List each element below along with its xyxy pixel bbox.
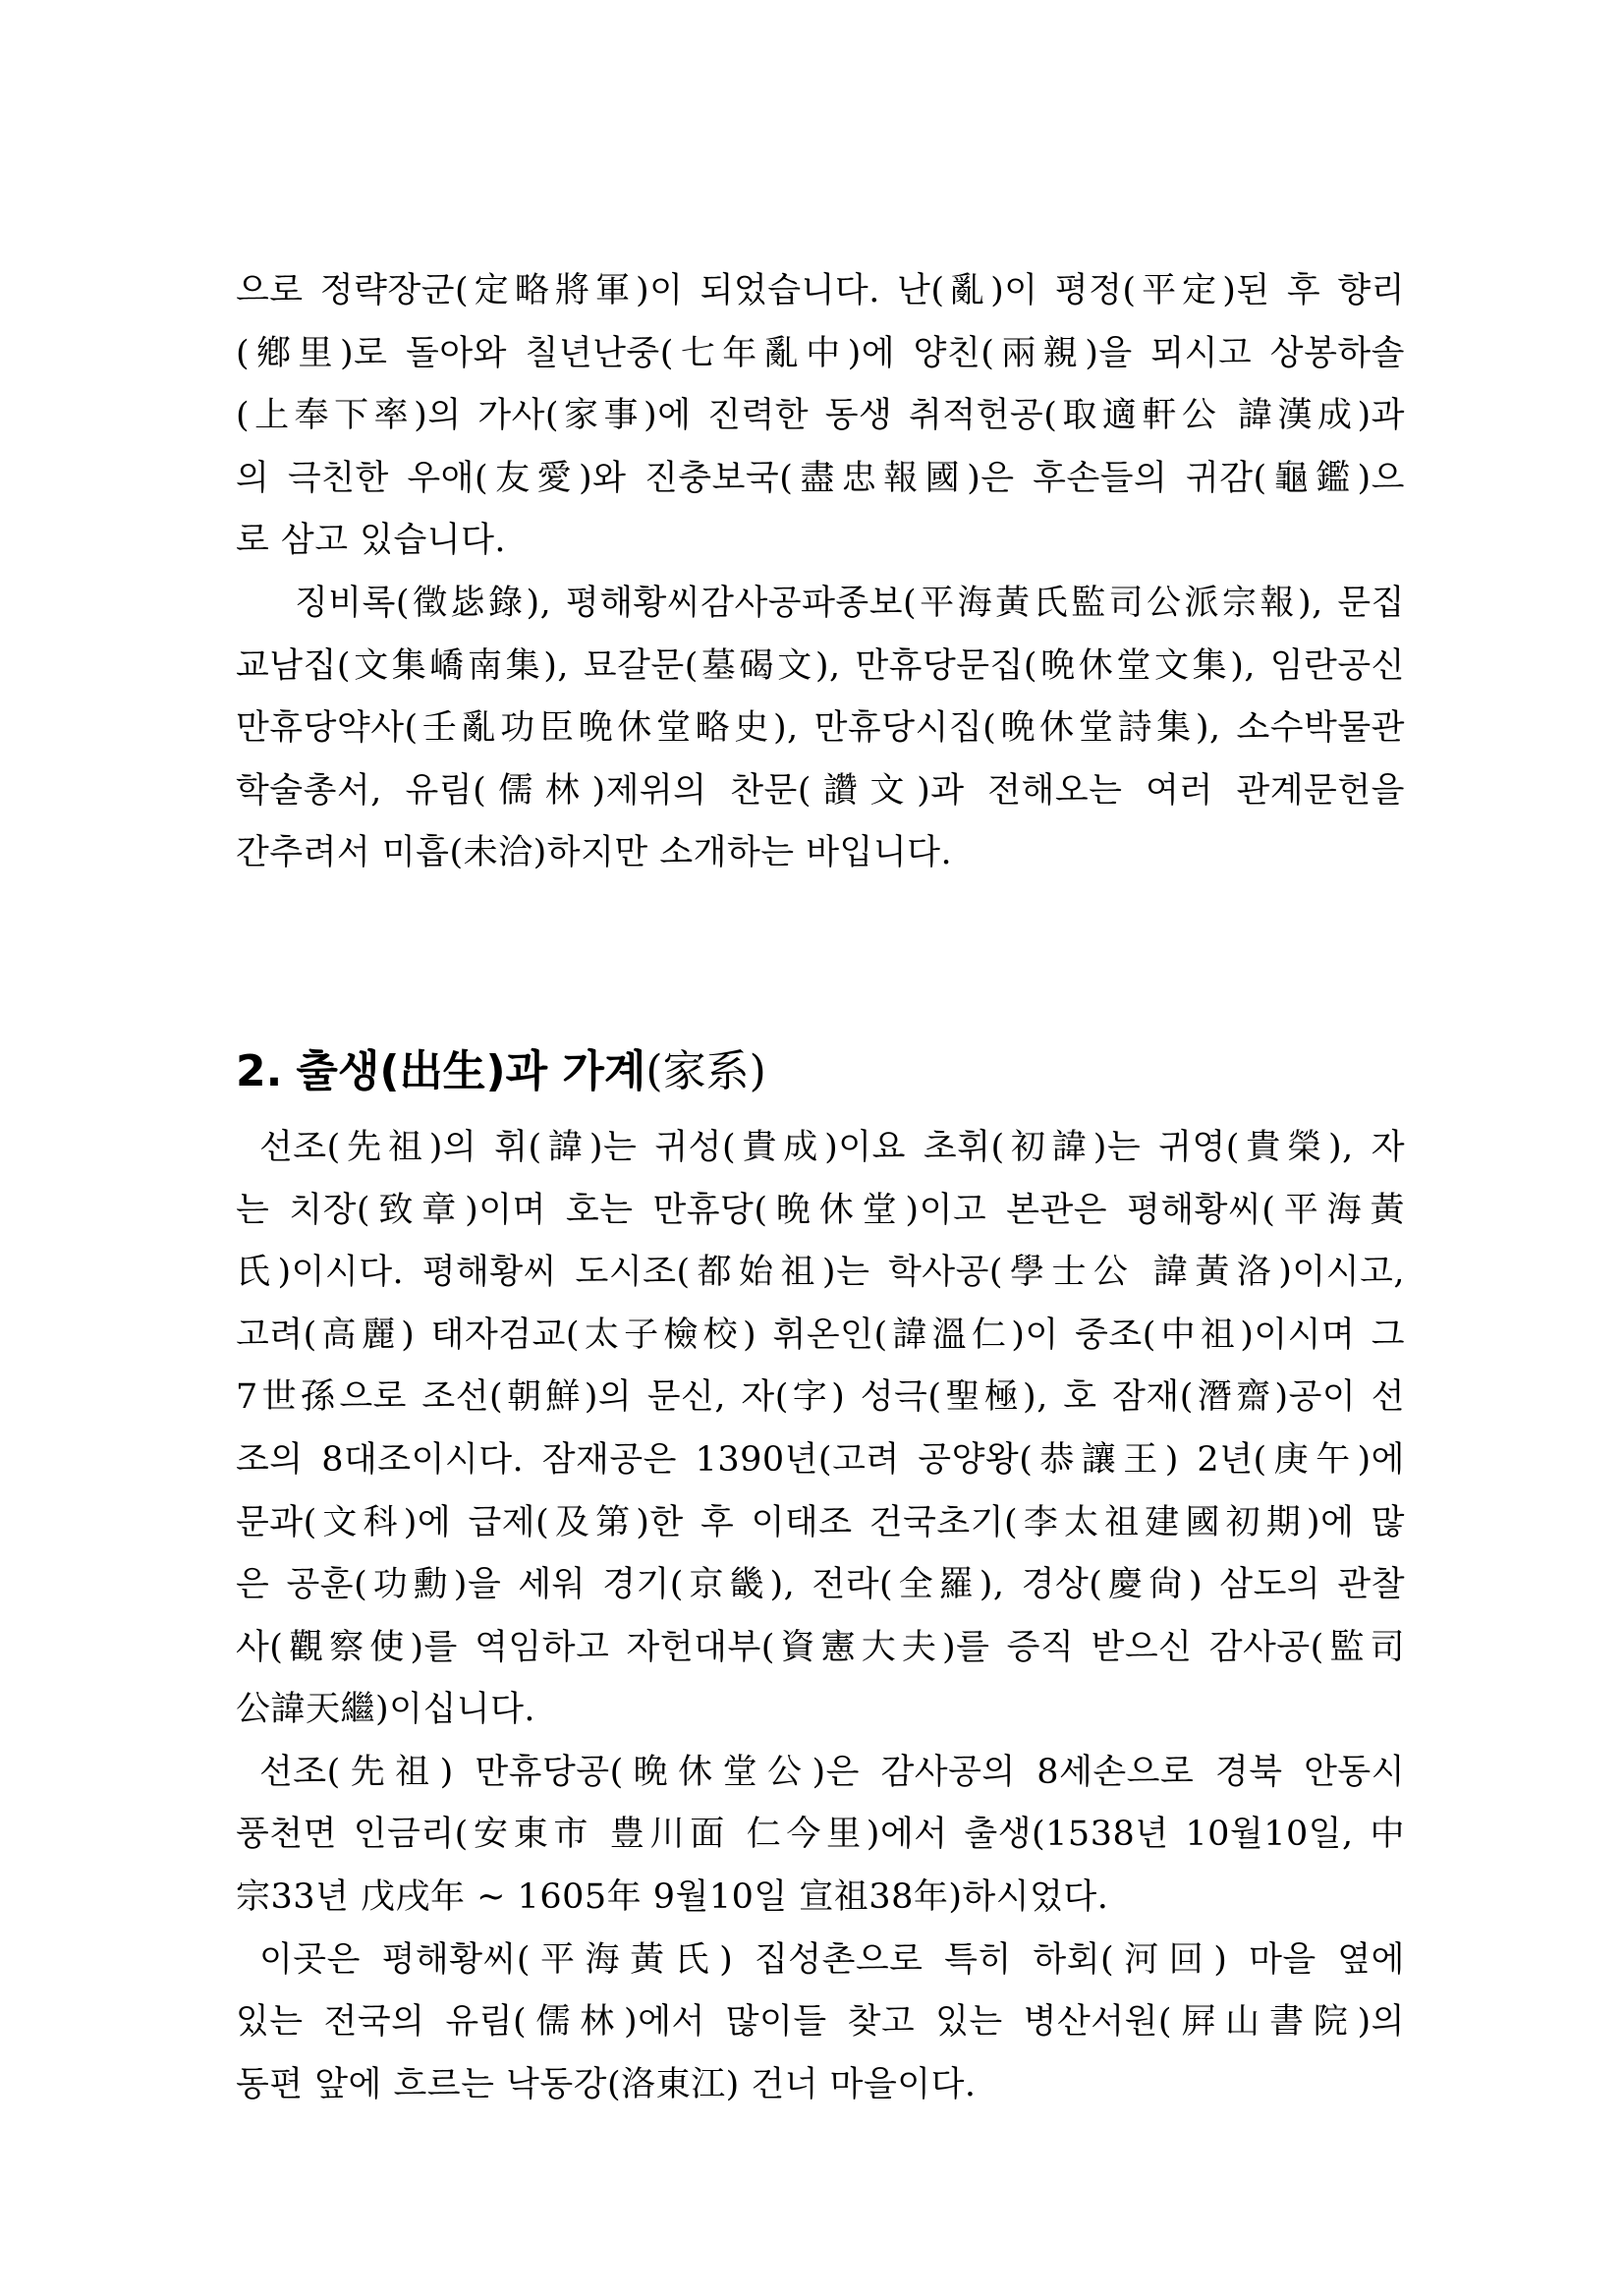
section2-paragraph2 [236,1742,1405,1930]
heading-title-plain: (家系) [645,1045,766,1096]
text-line: 학술총서, 유림(儒林)제위의 찬문(讚文)과 전해오는 여러 관계문헌을 [236,770,1405,811]
text-line: 사(觀察使)를 역임하고 자헌대부(資憲大夫)를 증직 받으신 감사공(監司 [236,1627,1405,1667]
text-line: (上奉下率)의 가사(家事)에 진력한 동생 취적헌공(取適軒公 諱漢成)과 [236,396,1405,436]
text-line: 氏)이시다. 평해황씨 도시조(都始祖)는 학사공(學士公 諱黃洛)이시고, [236,1253,1405,1293]
text-line: 公諱天繼)이십니다. [236,1690,536,1730]
text-line: 으로 정략장군(定略將軍)이 되었습니다. 난(亂)이 평정(平定)된 후 향리 [236,271,1405,310]
section2-paragraph3 [236,1930,1405,2117]
heading-title-bold: 출생(出生)과 가계 [296,1045,646,1096]
section1-paragraph1 [236,260,1405,573]
text-line: 교남집(文集嶠南集), 묘갈문(墓碣文), 만휴당문집(晩休堂文集), 임란공신 [236,645,1405,686]
section2-paragraph1 [236,1117,1405,1742]
text-line: 의 극친한 우애(友愛)와 진충보국(盡忠報國)은 후손들의 귀감(龜鑑)으 [236,458,1405,498]
text-line: 조의 8대조이시다. 잠재공은 1390년(고려 공양왕(恭讓王) 2년(庚午)에 [236,1439,1405,1480]
text-line: 7世孫으로 조선(朝鮮)의 문신, 자(字) 성극(聖極), 호 잠재(潛齋)공이 선 [236,1377,1405,1418]
text-line: 동편 앞에 흐르는 낙동강(洛東江) 건너 마을이다. [236,2064,977,2104]
text-line: 宗33년 戊戌年 ~ 1605年 9월10일 宣祖38年)하시었다. [236,1877,1109,1918]
section1-paragraph2 [236,573,1405,885]
text-line: 은 공훈(功勳)을 세워 경기(京畿), 전라(全羅), 경상(慶尙) 삼도의 관찰 [236,1565,1405,1605]
text-line: 문과(文科)에 급제(及第)한 후 이태조 건국초기(李太祖建國初期)에 많 [236,1502,1405,1542]
text-line: 고려(高麗) 태자검교(太子檢校) 휘온인(諱溫仁)이 중조(中祖)이시며 그 [236,1315,1405,1355]
text-line: 는 치장(致章)이며 호는 만휴당(晩休堂)이고 본관은 평해황씨(平海黃 [236,1190,1405,1230]
text-line: 있는 전국의 유림(儒林)에서 많이들 찾고 있는 병산서원(屛山書院)의 [236,2002,1405,2043]
text-line: 만휴당약사(壬亂功臣晩休堂略史), 만휴당시집(晩休堂詩集), 소수박물관 [236,708,1405,749]
text-line: 징비록(徵毖錄), 평해황씨감사공파종보(平海黃氏監司公派宗報), 문집 [295,583,1405,623]
text-line: 선조(先祖) 만휴당공(晩休堂公)은 감사공의 8세손으로 경북 안동시 [259,1752,1405,1792]
heading-number: 2. [236,1045,283,1096]
text-line: 이곳은 평해황씨(平海黃氏) 집성촌으로 특히 하회(河回) 마을 옆에 [259,1939,1405,1980]
section-heading [236,1033,1405,1111]
document-page [236,260,1405,2116]
text-line: 로 삼고 있습니다. [236,521,507,561]
text-line: (鄕里)로 돌아와 칠년난중(七年亂中)에 양친(兩親)을 뫼시고 상봉하솔 [236,333,1405,373]
text-line: 선조(先祖)의 휘(諱)는 귀성(貴成)이요 초휘(初諱)는 귀영(貴榮), 자 [259,1127,1405,1167]
text-line: 간추려서 미흡(未洽)하지만 소개하는 바입니다. [236,833,953,873]
text-line: 풍천면 인금리(安東市 豊川面 仁今里)에서 출생(1538년 10월10일, 中 [236,1815,1405,1855]
